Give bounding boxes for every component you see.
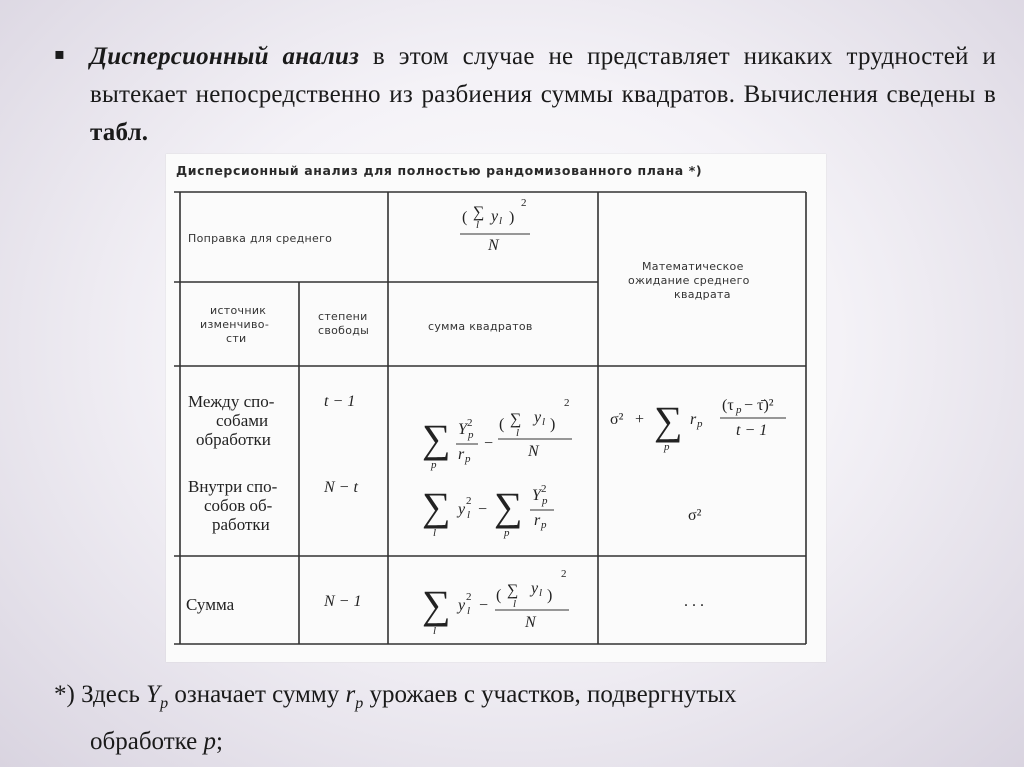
row2-Yp: Y: [532, 487, 541, 504]
row2-yl-sub: l: [467, 509, 471, 521]
symbol-Yp: $Y_p$: [146, 681, 169, 712]
paren-left: (: [462, 209, 468, 226]
y-l-1: y: [491, 208, 499, 225]
df-header-2: свободы: [318, 324, 370, 337]
row2-yl-sup: 2: [466, 495, 472, 507]
row2-sum1-sub: l: [433, 527, 437, 539]
row1-rp-sub: p: [465, 453, 471, 465]
row2-Yp-sup: 2: [541, 483, 547, 495]
row2-rp: r: [534, 512, 541, 529]
ss-header: сумма квадратов: [428, 320, 533, 333]
row1-minus: −: [484, 435, 494, 452]
row1-ems-num: (τ: [722, 397, 734, 414]
row1-ems-rp-sub: p: [697, 418, 703, 430]
row1-source-2: собами: [216, 411, 269, 430]
row3-sup2: 2: [561, 568, 567, 580]
correction-label: Поправка для среднего: [188, 232, 333, 245]
row1-source-1: Между спо-: [188, 392, 275, 411]
sub-l-1: l: [476, 219, 480, 231]
correction-formula: [460, 197, 530, 254]
row1-Yp-sub: p: [468, 429, 474, 441]
df-header-1: степени: [318, 310, 368, 323]
row3-sum-sub: l: [433, 625, 437, 637]
row2-sum1: ∑: [422, 484, 451, 529]
row1-paren-l: (: [499, 416, 505, 433]
paragraph-text: [90, 38, 996, 152]
row3-yl-sub: l: [467, 605, 471, 617]
row1-ems-tau-sub: p: [736, 404, 742, 416]
row3-N: N: [525, 614, 536, 631]
row1-ems-den: t − 1: [736, 422, 768, 439]
row1-ss-formula: [422, 397, 572, 471]
row3-sum-inner: ∑: [507, 582, 519, 599]
row3-y: y: [531, 580, 539, 597]
footnote-prefix: *) Здесь: [54, 681, 147, 708]
paren-right: ): [509, 209, 515, 226]
row2-yl: y: [458, 501, 466, 518]
row2-df: N − t: [324, 479, 358, 496]
row3-source: Сумма: [186, 595, 235, 614]
bullet-marker: ▪: [54, 44, 65, 63]
row1-sum-sub: p: [431, 459, 437, 471]
sum-small-1: ∑: [473, 204, 485, 221]
row2-Yp-sub: p: [542, 495, 548, 507]
term-italic: Дисперсионный анализ: [90, 43, 360, 70]
row1-rp: r: [458, 446, 465, 463]
row1-ems-plus: +: [635, 411, 645, 428]
row1-sum-inner: ∑: [510, 411, 522, 428]
row2-rp-sub: p: [541, 519, 547, 531]
footnote-mid: означает сумму: [168, 681, 346, 708]
row2-sum2: ∑: [494, 484, 523, 529]
row3-y-sub: l: [539, 587, 543, 599]
row3-yl: y: [458, 597, 466, 614]
ems-header-3: квадрата: [674, 288, 731, 301]
row2-sum2-sub: p: [504, 527, 510, 539]
row1-ems-sum-sub: p: [664, 441, 670, 453]
sup-2-1: 2: [521, 197, 527, 209]
footnote: [54, 676, 996, 761]
row1-ems-rp: r: [690, 411, 697, 428]
row1-ems-num2: − τ̄)²: [744, 397, 774, 414]
row1-yl-sub: l: [542, 416, 546, 428]
row1-Yp: Y: [458, 421, 467, 438]
row1-sup2: 2: [564, 397, 570, 409]
row2-source-2: собов об-: [204, 496, 273, 515]
row1-df: t − 1: [324, 393, 356, 410]
row3-paren-r: ): [547, 587, 553, 604]
row3-sum: ∑: [422, 582, 451, 627]
row1-ems-formula: [610, 397, 786, 453]
scanned-table-image: [166, 154, 826, 662]
row1-yl: y: [534, 409, 542, 426]
sub-l-1b: l: [499, 215, 503, 227]
anova-table: [166, 154, 826, 662]
row2-ss-formula: [422, 483, 554, 539]
row1-ems-sigma: σ²: [610, 411, 624, 428]
row1-l: l: [516, 427, 520, 439]
row2-minus: −: [478, 501, 488, 518]
ems-header-2: ожидание среднего: [628, 274, 750, 287]
source-header-3: сти: [226, 332, 247, 345]
row1-N: N: [528, 443, 539, 460]
row1-ems-sum: ∑: [654, 398, 683, 443]
row3-ss-formula: [422, 568, 569, 637]
bullet-paragraph: [54, 38, 996, 152]
footnote-rest: урожаев с участков, подвергнутых: [363, 681, 737, 708]
source-header-1: источник: [210, 304, 267, 317]
ems-header-1: Математическое: [642, 260, 744, 273]
paragraph-body: в этом случае не представляет никаких трудностей и вытекает непосредственно из разбиения суммы квадратов. Вычисления сведены в: [90, 43, 996, 108]
row3-minus: −: [479, 597, 489, 614]
row2-source-3: работки: [212, 515, 270, 534]
row1-source-3: обработки: [196, 430, 271, 449]
table-ref: табл.: [90, 119, 149, 146]
row2-ems: σ²: [688, 507, 702, 524]
source-header-2: изменчиво-: [200, 318, 270, 331]
footnote-line2: обработке p;: [90, 728, 223, 755]
symbol-rp: $r_p$: [345, 681, 364, 712]
row1-sum: ∑: [422, 416, 451, 461]
row3-yl-sup: 2: [466, 591, 472, 603]
denom-N-1: N: [488, 237, 499, 254]
row1-Yp-sup: 2: [467, 417, 473, 429]
row3-l: l: [513, 598, 517, 610]
row2-source-1: Внутри спо-: [188, 477, 278, 496]
table-title: Дисперсионный анализ для полностью рандомизованного плана *): [176, 163, 703, 178]
row3-df: N − 1: [324, 593, 362, 610]
row3-paren-l: (: [496, 587, 502, 604]
row3-ems: . . .: [684, 593, 704, 610]
row1-paren-r: ): [550, 416, 556, 433]
